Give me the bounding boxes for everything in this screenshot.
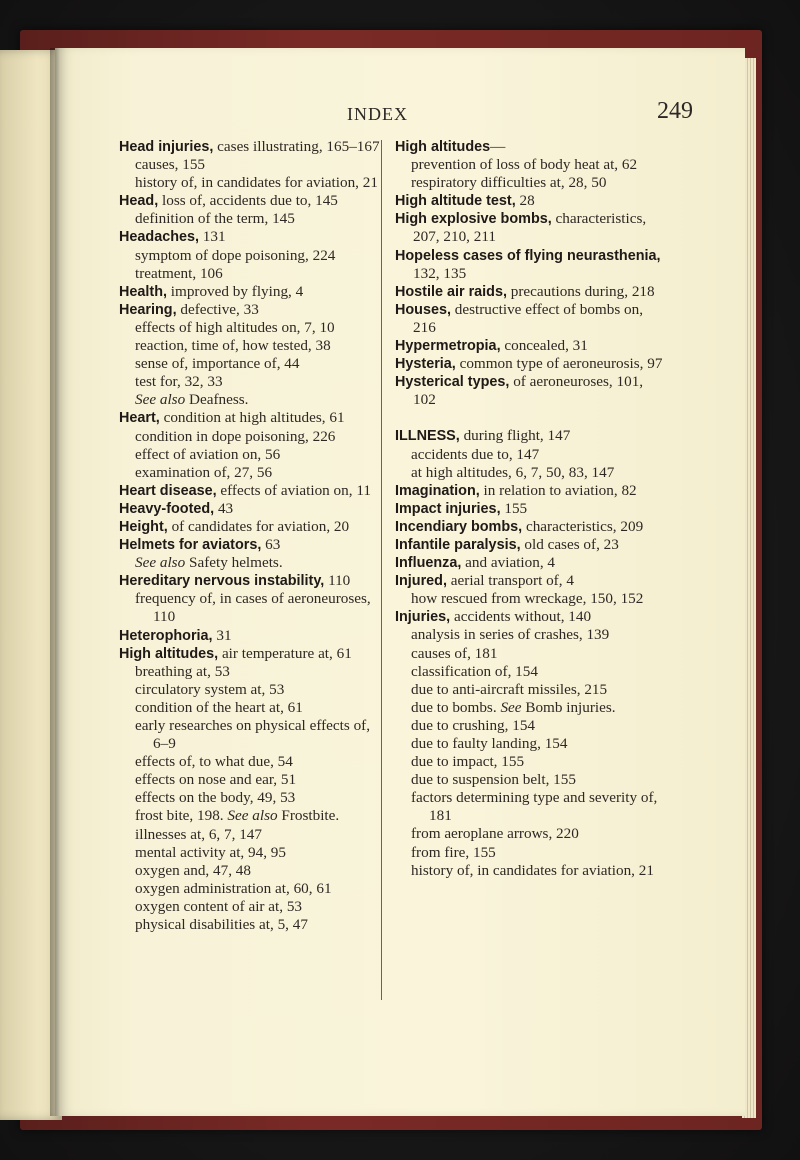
index-entry — [119, 283, 381, 301]
entry-text: prevention of loss of body heat at, 62 — [411, 156, 638, 174]
index-subentry — [119, 826, 381, 844]
entry-text: accidents without, 140 — [450, 608, 592, 626]
index-subentry — [119, 880, 381, 898]
entry-term: High explosive bombs, — [395, 211, 552, 228]
index-entry — [119, 518, 381, 536]
entry-text: precautions during, 218 — [506, 282, 655, 300]
entry-text: history of, in candidates for aviation, 21 — [411, 861, 654, 879]
index-subentry — [395, 446, 663, 464]
index-entry — [119, 192, 381, 210]
entry-text: during flight, 147 — [459, 427, 571, 445]
index-entry — [119, 627, 381, 645]
index-subentry — [395, 626, 663, 644]
entry-text: treatment, 106 — [135, 264, 223, 282]
index-entry — [119, 572, 381, 590]
index-subentry — [119, 590, 381, 626]
index-subentry — [119, 464, 381, 482]
entry-text: loss of, accidents due to, 145 — [158, 192, 338, 210]
entry-text: 28 — [515, 192, 535, 210]
entry-text: classification of, 154 — [411, 662, 538, 680]
index-subentry — [119, 681, 381, 699]
see-also-label: See — [496, 698, 522, 716]
entry-text: sense of, importance of, 44 — [135, 355, 300, 373]
entry-text: causes, 155 — [135, 156, 206, 174]
index-subentry — [119, 717, 381, 753]
entry-text: physical disabilities at, 5, 47 — [135, 916, 308, 934]
index-subentry — [119, 265, 381, 283]
entry-text: effect of aviation on, 56 — [135, 445, 281, 463]
entry-term: Heart disease, — [119, 482, 217, 499]
entry-reference: Frostbite. — [277, 807, 340, 825]
entry-text: 155 — [500, 499, 528, 517]
entry-text: due to suspension belt, 155 — [411, 771, 576, 789]
index-entry — [395, 301, 663, 337]
section-gap — [395, 409, 663, 427]
index-entry — [395, 373, 663, 409]
entry-text: concealed, 31 — [500, 337, 588, 355]
index-entry — [395, 337, 663, 355]
column-divider — [381, 140, 382, 1000]
index-entry — [395, 482, 663, 500]
index-entry — [119, 138, 381, 156]
index-entry — [119, 301, 381, 319]
entry-text: at high altitudes, 6, 7, 50, 83, 147 — [411, 463, 615, 481]
entry-term: High altitudes — [395, 139, 491, 155]
entry-text: definition of the term, 145 — [135, 210, 295, 228]
entry-term: Injuries, — [395, 609, 451, 626]
entry-text: respiratory difficulties at, 28, 50 — [411, 174, 607, 192]
index-entry — [395, 500, 663, 518]
entry-text: examination of, 27, 56 — [135, 463, 273, 481]
entry-text: due to crushing, 154 — [411, 716, 536, 734]
entry-term: Influenza, — [395, 555, 462, 572]
index-entry — [395, 572, 663, 590]
entry-text: illnesses at, 6, 7, 147 — [135, 825, 262, 843]
index-subentry — [395, 789, 663, 825]
index-subentry — [119, 391, 381, 409]
entry-term: Houses, — [395, 301, 451, 318]
entry-term: ILLNESS, — [395, 428, 460, 445]
entry-text: accidents due to, 147 — [411, 445, 540, 463]
entry-text: characteristics, 209 — [522, 517, 644, 535]
see-also-label: See also — [135, 554, 186, 572]
entry-text: defective, 33 — [176, 300, 259, 318]
index-subentry — [119, 247, 381, 265]
index-subentry — [119, 753, 381, 771]
entry-text: symptom of dope poisoning, 224 — [135, 246, 336, 264]
entry-text: effects of aviation on, 11 — [216, 481, 371, 499]
index-subentry — [395, 174, 663, 192]
entry-text: 131 — [199, 228, 226, 246]
entry-text: early researches on physical effects of, 6–9 — [135, 717, 371, 753]
index-subentry — [119, 554, 381, 572]
entry-term: Imagination, — [395, 482, 480, 499]
entry-text: circulatory system at, 53 — [135, 680, 285, 698]
entry-text: of aeroneuroses, 101, 102 — [413, 373, 644, 409]
index-entry — [395, 210, 663, 246]
entry-text: common type of aeroneurosis, 97 — [455, 355, 663, 373]
index-subentry — [395, 663, 663, 681]
index-subentry — [119, 699, 381, 717]
entry-term: Health, — [119, 283, 167, 300]
entry-text: destructive effect of bombs on, 216 — [413, 300, 644, 336]
entry-text: condition in dope poisoning, 226 — [135, 427, 336, 445]
entry-term: High altitudes, — [119, 645, 219, 662]
index-subentry — [395, 681, 663, 699]
entry-text: cases illustrating, 165–167 — [213, 138, 380, 155]
entry-text: of candidates for aviation, 20 — [167, 517, 350, 535]
entry-text: in relation to aviation, 82 — [479, 481, 637, 499]
index-subentry — [395, 590, 663, 608]
index-subentry — [119, 807, 381, 825]
entry-text: 31 — [212, 626, 232, 644]
index-subentry — [119, 337, 381, 355]
index-subentry — [395, 771, 663, 789]
entry-text: analysis in series of crashes, 139 — [411, 626, 610, 644]
index-subentry — [395, 862, 663, 880]
index-subentry — [119, 210, 381, 228]
entry-term: Hysteria, — [395, 356, 456, 373]
entry-term: Heart, — [119, 410, 160, 427]
spine-shadow — [50, 48, 60, 1116]
entry-text: 63 — [261, 536, 281, 554]
index-entry — [119, 645, 381, 663]
page-number: 249 — [657, 98, 693, 124]
entry-term: Hypermetropia, — [395, 338, 501, 355]
entry-text: mental activity at, 94, 95 — [135, 843, 286, 861]
entry-text: old cases of, 23 — [520, 535, 619, 553]
index-subentry — [119, 789, 381, 807]
index-entry — [119, 409, 381, 427]
entry-term: Heterophoria, — [119, 627, 213, 644]
entry-term: Hopeless cases of flying neurasthenia, — [395, 247, 661, 264]
entry-text: from fire, 155 — [411, 843, 496, 861]
entry-text: causes of, 181 — [411, 644, 498, 662]
entry-term: Impact injuries, — [395, 500, 501, 517]
index-subentry — [119, 446, 381, 464]
index-subentry — [395, 717, 663, 735]
entry-text: effects of, to what due, 54 — [135, 753, 293, 771]
entry-text: effects on nose and ear, 51 — [135, 771, 297, 789]
entry-text: condition at high altitudes, 61 — [159, 409, 345, 427]
entry-text: condition of the heart at, 61 — [135, 698, 303, 716]
entry-text: due to faulty landing, 154 — [411, 735, 568, 752]
entry-term: Head injuries, — [119, 139, 214, 155]
index-subentry — [395, 825, 663, 843]
entry-text: frost bite, 198. — [135, 807, 224, 825]
entry-term: Hearing, — [119, 301, 177, 318]
index-subentry — [395, 464, 663, 482]
entry-term: Infantile paralysis, — [395, 536, 521, 553]
index-subentry — [119, 355, 381, 373]
index-subentry — [119, 174, 381, 192]
index-subentry — [119, 373, 381, 391]
entry-text: effects on the body, 49, 53 — [135, 789, 296, 807]
entry-text: breathing at, 53 — [135, 662, 230, 680]
entry-reference: Bomb injuries. — [521, 698, 616, 716]
entry-text: and aviation, 4 — [461, 554, 556, 572]
running-title: INDEX — [347, 104, 408, 124]
entry-text: air temperature at, 61 — [218, 644, 352, 662]
index-entry — [395, 192, 663, 210]
entry-text: 132, 135 — [413, 264, 467, 282]
index-entry — [119, 228, 381, 246]
index-entry — [119, 482, 381, 500]
entry-text: Safety helmets. — [185, 554, 283, 572]
entry-text: 110 — [324, 572, 351, 590]
entry-term: Head, — [119, 193, 159, 210]
entry-term: Incendiary bombs, — [395, 518, 523, 535]
entry-term: Helmets for aviators, — [119, 537, 262, 554]
entry-term: Hostile air raids, — [395, 283, 507, 300]
entry-text: due to anti-aircraft missiles, 215 — [411, 680, 608, 698]
entry-text: 43 — [214, 499, 234, 517]
index-column-right — [395, 138, 663, 880]
entry-text: oxygen and, 47, 48 — [135, 861, 251, 879]
index-subentry — [119, 319, 381, 337]
index-subentry — [119, 844, 381, 862]
see-also-label: See also — [223, 807, 278, 825]
index-subentry — [119, 156, 381, 174]
entry-text: due to impact, 155 — [411, 753, 525, 771]
index-subentry — [395, 156, 663, 174]
index-subentry — [395, 735, 663, 753]
entry-term: Headaches, — [119, 229, 199, 246]
entry-text: characteristics, 207, 210, 211 — [413, 210, 647, 246]
entry-term: Hereditary nervous instability, — [119, 573, 325, 590]
entry-term: Injured, — [395, 573, 447, 590]
index-entry — [119, 536, 381, 554]
index-column-left — [119, 138, 381, 934]
entry-text: test for, 32, 33 — [135, 373, 223, 391]
index-entry — [395, 283, 663, 301]
entry-text: aerial transport of, 4 — [446, 572, 574, 590]
index-page — [55, 48, 745, 1116]
index-subentry — [119, 898, 381, 916]
see-also-label: See also — [135, 391, 186, 409]
index-subentry — [119, 916, 381, 934]
entry-text: reaction, time of, how tested, 38 — [135, 337, 331, 355]
entry-term: Hysterical types, — [395, 374, 510, 391]
index-subentry — [395, 699, 663, 717]
index-entry — [395, 536, 663, 554]
entry-text: Deafness. — [185, 391, 249, 409]
index-entry — [395, 518, 663, 536]
index-subentry — [395, 844, 663, 862]
entry-text: frequency of, in cases of aeroneuroses, 110 — [135, 590, 371, 626]
index-entry — [395, 138, 663, 156]
index-entry — [395, 247, 663, 283]
index-entry — [119, 500, 381, 518]
index-subentry — [395, 645, 663, 663]
entry-text: effects of high altitudes on, 7, 10 — [135, 318, 335, 336]
entry-text: from aeroplane arrows, 220 — [411, 825, 579, 843]
index-subentry — [395, 753, 663, 771]
index-subentry — [119, 862, 381, 880]
entry-text: how rescued from wreckage, 150, 152 — [411, 590, 644, 608]
page-header — [55, 48, 745, 138]
entry-term: Height, — [119, 518, 168, 535]
index-subentry — [119, 771, 381, 789]
index-entry — [395, 355, 663, 373]
index-entry — [395, 608, 663, 626]
entry-text: oxygen content of air at, 53 — [135, 897, 303, 915]
entry-text: factors determining type and severity of, 181 — [411, 789, 658, 825]
entry-text: history of, in candidates for aviation, 21 — [135, 174, 378, 192]
index-entry — [395, 554, 663, 572]
entry-term: Heavy-footed, — [119, 500, 215, 517]
entry-term: High altitude test, — [395, 193, 516, 210]
index-entry — [395, 427, 663, 445]
index-subentry — [119, 428, 381, 446]
entry-text: improved by flying, 4 — [166, 282, 304, 300]
entry-text: due to bombs. — [411, 698, 497, 716]
entry-text: oxygen administration at, 60, 61 — [135, 879, 332, 897]
entry-text: — — [490, 138, 506, 155]
index-subentry — [119, 663, 381, 681]
